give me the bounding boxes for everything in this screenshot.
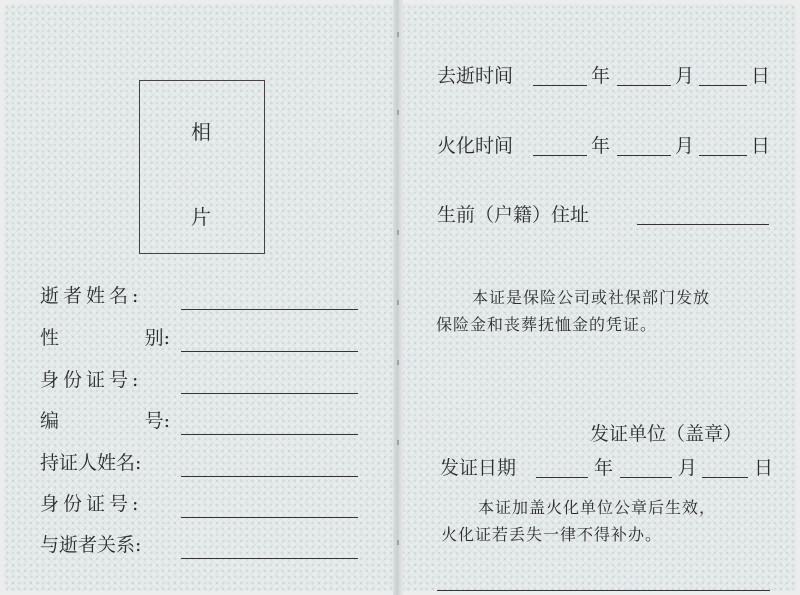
relation-line [181,558,358,559]
cremation-month-label: 月 [675,135,695,157]
death-month-line [617,85,671,86]
issue-month-label: 月 [678,457,698,479]
deceased-name-field [40,284,360,310]
issue-day-label: 日 [754,457,774,479]
issue-month-line [620,477,672,478]
gender-label: 性 别: [40,327,170,349]
death-time-label: 去逝时间 [437,65,514,87]
issue-date-row [440,456,775,482]
id-number-field [40,368,360,394]
booklet-spine [393,0,403,595]
id-number-line [181,393,358,394]
holder-name-line [181,476,358,477]
issue-date-label: 发证日期 [440,457,517,479]
validity-note-line-1: 本证加盖火化单位公章后生效， [478,498,717,517]
spine-stitch [397,440,399,445]
serial-number-label: 编 号: [40,410,170,432]
id-number-label: 身份证号: [40,369,143,391]
relation-label: 与逝者关系: [40,534,142,556]
cremation-year-label: 年 [591,135,611,157]
death-year-label: 年 [591,65,611,87]
address-line-1 [637,224,769,225]
deceased-name-line [181,309,358,310]
gender-line [181,351,358,352]
photo-box [139,80,265,254]
relation-field [40,533,360,559]
validity-note-line-2: 火化证若丢失一律不得补办。 [441,525,663,544]
spine-stitch [397,110,399,115]
issue-year-line [536,477,588,478]
death-month-label: 月 [675,65,695,87]
cremation-day-line [699,155,747,156]
spine-stitch [397,230,399,235]
holder-name-label: 持证人姓名: [40,452,142,474]
holder-id-line [181,517,358,518]
deceased-name-label: 逝者姓名: [40,285,143,307]
cremation-month-line [617,155,671,156]
spine-stitch [397,32,399,37]
serial-number-field [40,409,360,435]
issue-day-line [702,477,748,478]
issue-year-label: 年 [594,457,614,479]
death-time-row [437,64,772,90]
spine-stitch [397,300,399,305]
issuer-row [590,422,780,448]
cremation-year-line [533,155,587,156]
photo-label-1: 相 [191,120,213,144]
usage-note-line-2: 保险金和丧葬抚恤金的凭证。 [436,315,658,334]
address-row [437,203,772,229]
cremation-time-label: 火化时间 [437,135,514,157]
spine-stitch [397,360,399,365]
cremation-time-row [437,134,772,160]
holder-id-field [40,492,360,518]
usage-note-line-1: 本证是保险公司或社保部门发放 [472,288,711,307]
issuer-label: 发证单位（盖章） [590,423,743,445]
holder-name-field [40,451,360,477]
address-label: 生前（户籍）住址 [437,204,590,226]
photo-label-2: 片 [191,205,213,229]
death-year-line [533,85,587,86]
holder-id-label: 身份证号: [40,493,143,515]
spine-stitch [397,540,399,545]
serial-number-line [181,434,358,435]
death-day-label: 日 [751,65,771,87]
gender-field [40,326,360,352]
cremation-day-label: 日 [751,135,771,157]
death-day-line [699,85,747,86]
